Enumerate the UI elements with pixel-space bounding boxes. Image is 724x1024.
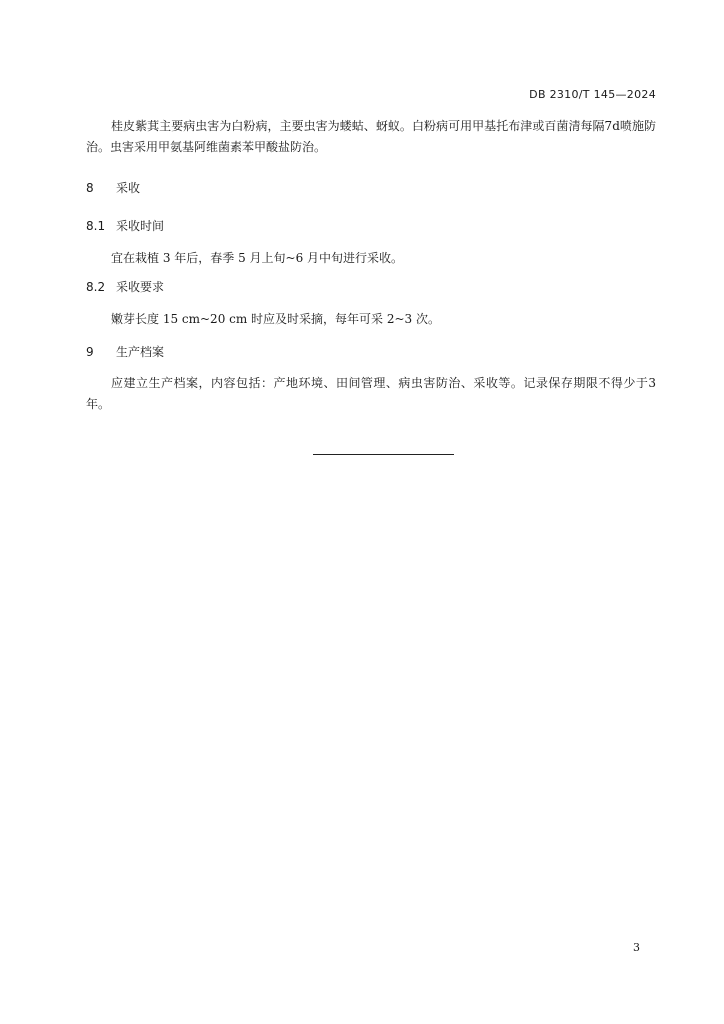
section-9-heading: [86, 343, 656, 360]
section-8-1-heading: [86, 217, 656, 234]
section-8-1-text: 宜在栽植 3 年后，春季 5 月上旬~6 月中旬进行采收。: [111, 251, 404, 265]
section-8-heading: [86, 179, 656, 196]
section-title: 采收: [116, 181, 141, 195]
section-9-text: 应建立生产档案，内容包括：产地环境、田间管理、病虫害防治、采收等。记录保存期限不得少于3年。: [86, 376, 656, 411]
section-title: 采收时间: [116, 219, 165, 233]
section-8-2-heading: [86, 278, 656, 295]
section-8-2-text: 嫩芽长度 15 cm~20 cm 时应及时采摘，每年可采 2~3 次。: [111, 312, 441, 326]
document-code: DB 2310/T 145—2024: [529, 88, 656, 101]
section-number: 8: [86, 181, 94, 195]
page-content: [86, 116, 656, 415]
section-title: 生产档案: [116, 345, 165, 359]
section-title: 采收要求: [116, 280, 165, 294]
section-number: 9: [86, 345, 94, 359]
pest-control-paragraph: 桂皮紫萁主要病虫害为白粉病，主要虫害为蝼蛄、蚜蚁。白粉病可用甲基托布津或百菌清每隔7d喷施防治。虫害采用甲氨基阿维菌素苯甲酸盐防治。: [86, 119, 656, 154]
page-number: 3: [633, 941, 640, 954]
end-divider-line: [313, 454, 454, 455]
section-number: 8.1: [86, 219, 106, 233]
section-number: 8.2: [86, 280, 106, 294]
